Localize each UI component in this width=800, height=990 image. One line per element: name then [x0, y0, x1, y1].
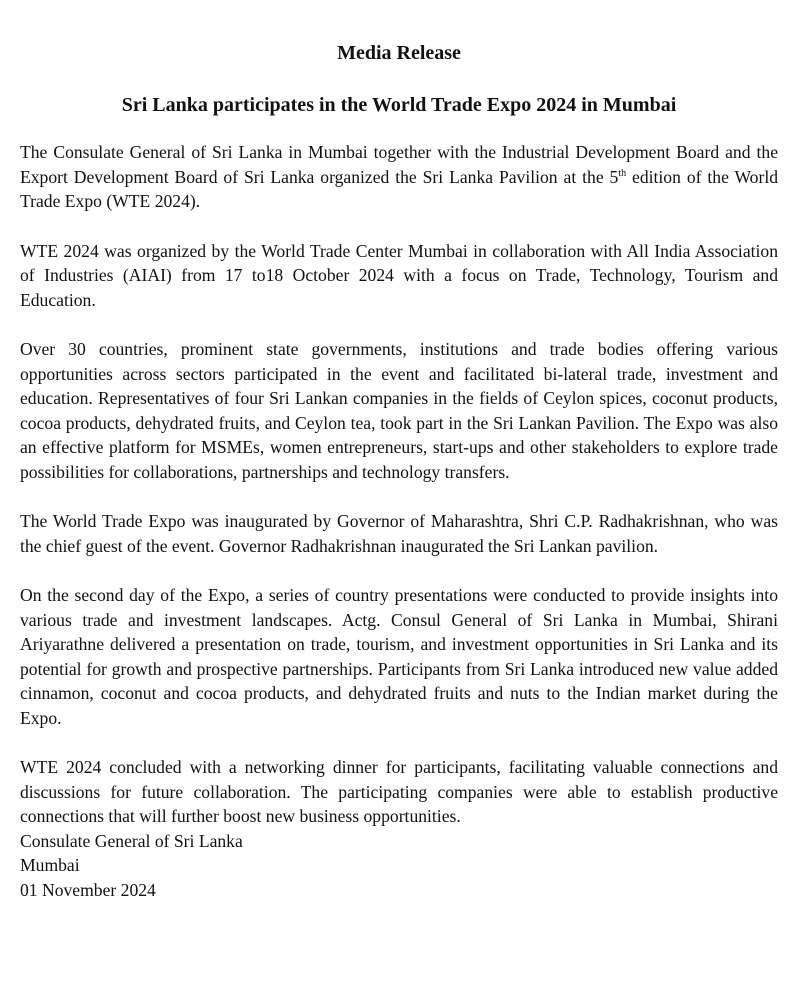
paragraph-1 — [20, 140, 778, 214]
document-title: Sri Lanka participates in the World Trade Expo 2024 in Mumbai — [121, 94, 677, 116]
paragraph-3: Over 30 countries, prominent state governments, institutions and trade bodies offering various opportunities across sectors participated in the event and facilitated bi-lateral trade, investment and education. Representatives of four Sri Lankan companies in the fields of Ceylon spices, coconut products, cocoa products, dehydrated fruits, and Ceylon tea, took part in the Sri Lankan Pavilion. The Expo was also an effective platform for MSMEs, women entrepreneurs, start-ups and other stakeholders to explore trade possibilities for collaborations, partnerships and technology transfers. — [20, 339, 778, 482]
paragraph-1-text-end: edition of the World Trade Expo (WTE 2024). — [20, 166, 779, 211]
document-label: Media Release — [337, 42, 461, 64]
signature-city: Mumbai — [20, 855, 80, 875]
ordinal-superscript: th — [618, 167, 627, 179]
paragraph-6: WTE 2024 concluded with a networking dinner for participants, facilitating valuable connections and discussions for future collaboration. The participating companies were able to establish productive connections that will further boost new business opportunities. — [20, 757, 778, 826]
paragraph-1-text: The Consulate General of Sri Lanka in Mumbai together with the Industrial Development Board and the Export Development Board of Sri Lanka organized the Sri Lanka Pavilion at the 5 — [20, 142, 778, 187]
signature-organization: Consulate General of Sri Lanka — [20, 830, 243, 851]
paragraph-5: On the second day of the Expo, a series of country presentations were conducted to provide insights into various trade and investment landscapes. Actg. Consul General of Sri Lanka in Mumbai, Shirani Ariyarathne delivered a presentation on trade, tourism, and investment opportunities in Sri Lanka and its potential for growth and prospective partnerships. Participants from Sri Lanka introduced new value added cinnamon, coconut and cocoa products, and dehydrated fruits and nuts to the Indian market during the Expo. — [20, 585, 778, 728]
paragraph-4: The World Trade Expo was inaugurated by Governor of Maharashtra, Shri C.P. Radhakrishnan, who was the chief guest of the event. Governor Radhakrishnan inaugurated the Sri Lankan pavilion. — [20, 511, 778, 556]
paragraph-2: WTE 2024 was organized by the World Trade Center Mumbai in collaboration with All India Association of Industries (AIAI) from 17 to18 October 2024 with a focus on Trade, Technology, Tourism and Education. — [20, 240, 778, 310]
release-date: 01 November 2024 — [20, 879, 156, 900]
